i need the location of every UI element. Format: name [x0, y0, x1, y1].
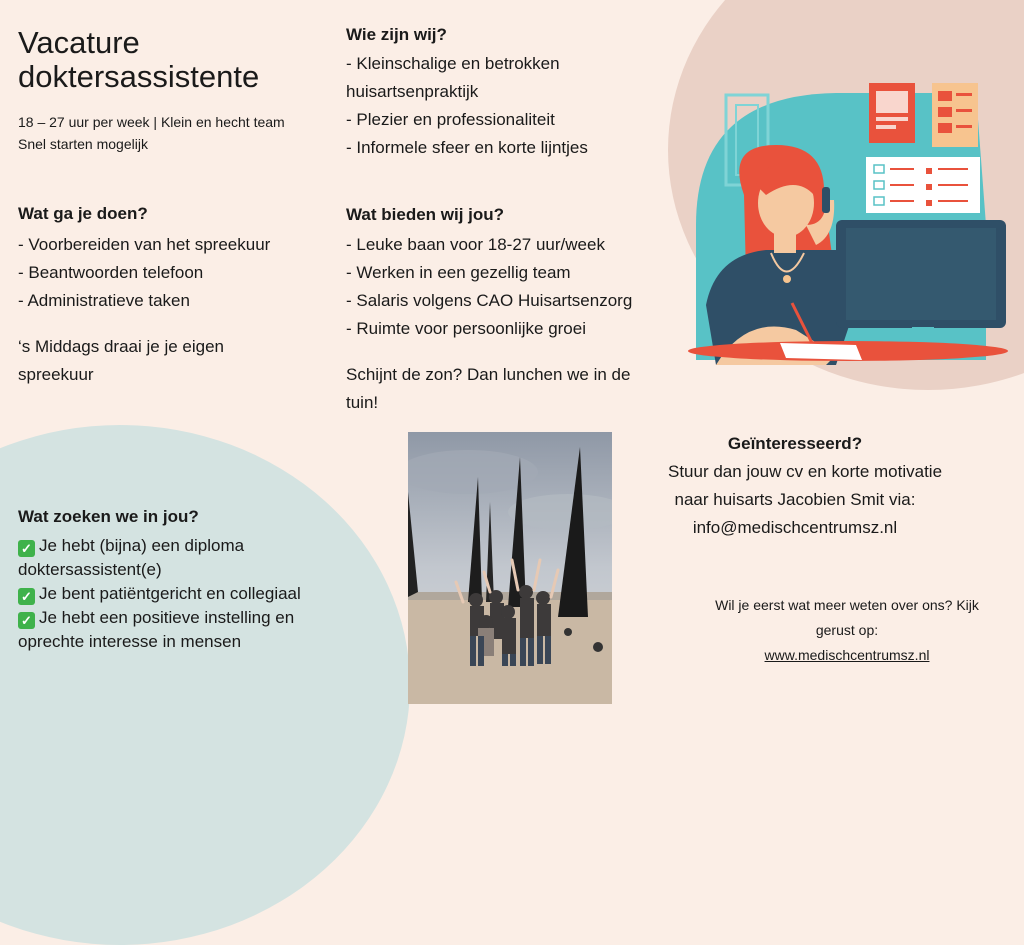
- afternoon-text: [18, 333, 270, 389]
- section-heading: Wat zoeken we in jou?: [18, 507, 199, 526]
- more-info-line: Wil je eerst wat meer weten over ons? Kijk: [715, 597, 979, 613]
- section-heading: Wat bieden wij jou?: [346, 205, 505, 224]
- more-info-block: [680, 593, 1014, 668]
- list-item: - Voorbereiden van het spreekuur: [18, 235, 271, 254]
- title-line-2: doktersassistente: [18, 59, 260, 94]
- list-item: - Leuke baan voor 18-27 uur/week: [346, 235, 605, 254]
- section-heading: Wie zijn wij?: [346, 25, 447, 44]
- receptionist-illustration: [686, 75, 1010, 375]
- text-line: Schijnt de zon? Dan lunchen we in de: [346, 365, 631, 384]
- list-item: - Plezier en professionaliteit: [346, 110, 555, 129]
- text-line: ‘s Middags draai je je eigen: [18, 337, 225, 356]
- list-item: - Kleinschalige en betrokken: [346, 54, 560, 73]
- list-item: huisartsenpraktijk: [346, 82, 479, 101]
- section-wie-zijn-wij: [346, 24, 588, 162]
- text-line: spreekuur: [18, 365, 94, 384]
- decor-blob-bottom-left: [0, 425, 410, 945]
- check-icon: ✓: [18, 612, 35, 629]
- list-item: - Administratieve taken: [18, 291, 190, 310]
- list-item: - Informele sfeer en korte lijntjes: [346, 138, 588, 157]
- contact-email[interactable]: info@medischcentrumsz.nl: [692, 518, 898, 537]
- requirement-text: Je hebt (bijna) een diploma doktersassistent(e): [18, 536, 245, 579]
- website-link[interactable]: www.medischcentrumsz.nl: [764, 647, 930, 663]
- list-item: - Salaris volgens CAO Huisartsenzorg: [346, 291, 633, 310]
- requirement-item: [18, 534, 338, 582]
- requirement-text: Je bent patiëntgericht en collegiaal: [39, 584, 301, 603]
- list-item: - Ruimte voor persoonlijke groei: [346, 319, 586, 338]
- offer-list: [346, 231, 632, 343]
- contact-line: Stuur dan jouw cv en korte motivatie: [668, 462, 943, 481]
- subtitle-line: 18 – 27 uur per week | Klein en hecht team: [18, 114, 285, 130]
- list-item: - Beantwoorden telefoon: [18, 263, 204, 282]
- text-line: tuin!: [346, 393, 379, 412]
- check-icon: ✓: [18, 588, 35, 605]
- check-icon: ✓: [18, 540, 35, 557]
- lunch-text: [346, 361, 632, 417]
- page-title: [18, 26, 259, 94]
- requirement-item: [18, 582, 338, 606]
- team-photo: [408, 432, 612, 704]
- section-zoeken: [18, 506, 338, 654]
- section-doen: [18, 203, 270, 389]
- contact-block: [668, 430, 943, 542]
- requirement-text: Je hebt een positieve instelling en oprechte interesse in mensen: [18, 608, 295, 651]
- more-info-line: gerust op:: [815, 622, 879, 638]
- requirement-item: [18, 606, 338, 654]
- list-item: - Werken in een gezellig team: [346, 263, 571, 282]
- section-bieden: [346, 204, 632, 417]
- contact-line: naar huisarts Jacobien Smit via:: [674, 490, 916, 509]
- title-line-1: Vacature: [18, 25, 140, 60]
- task-list: [18, 231, 270, 315]
- contact-heading: Geïnteresseerd?: [727, 434, 863, 453]
- subtitle-line: Snel starten mogelijk: [18, 136, 148, 152]
- section-heading: Wat ga je doen?: [18, 204, 148, 223]
- subtitle: [18, 111, 285, 155]
- about-list: [346, 50, 588, 162]
